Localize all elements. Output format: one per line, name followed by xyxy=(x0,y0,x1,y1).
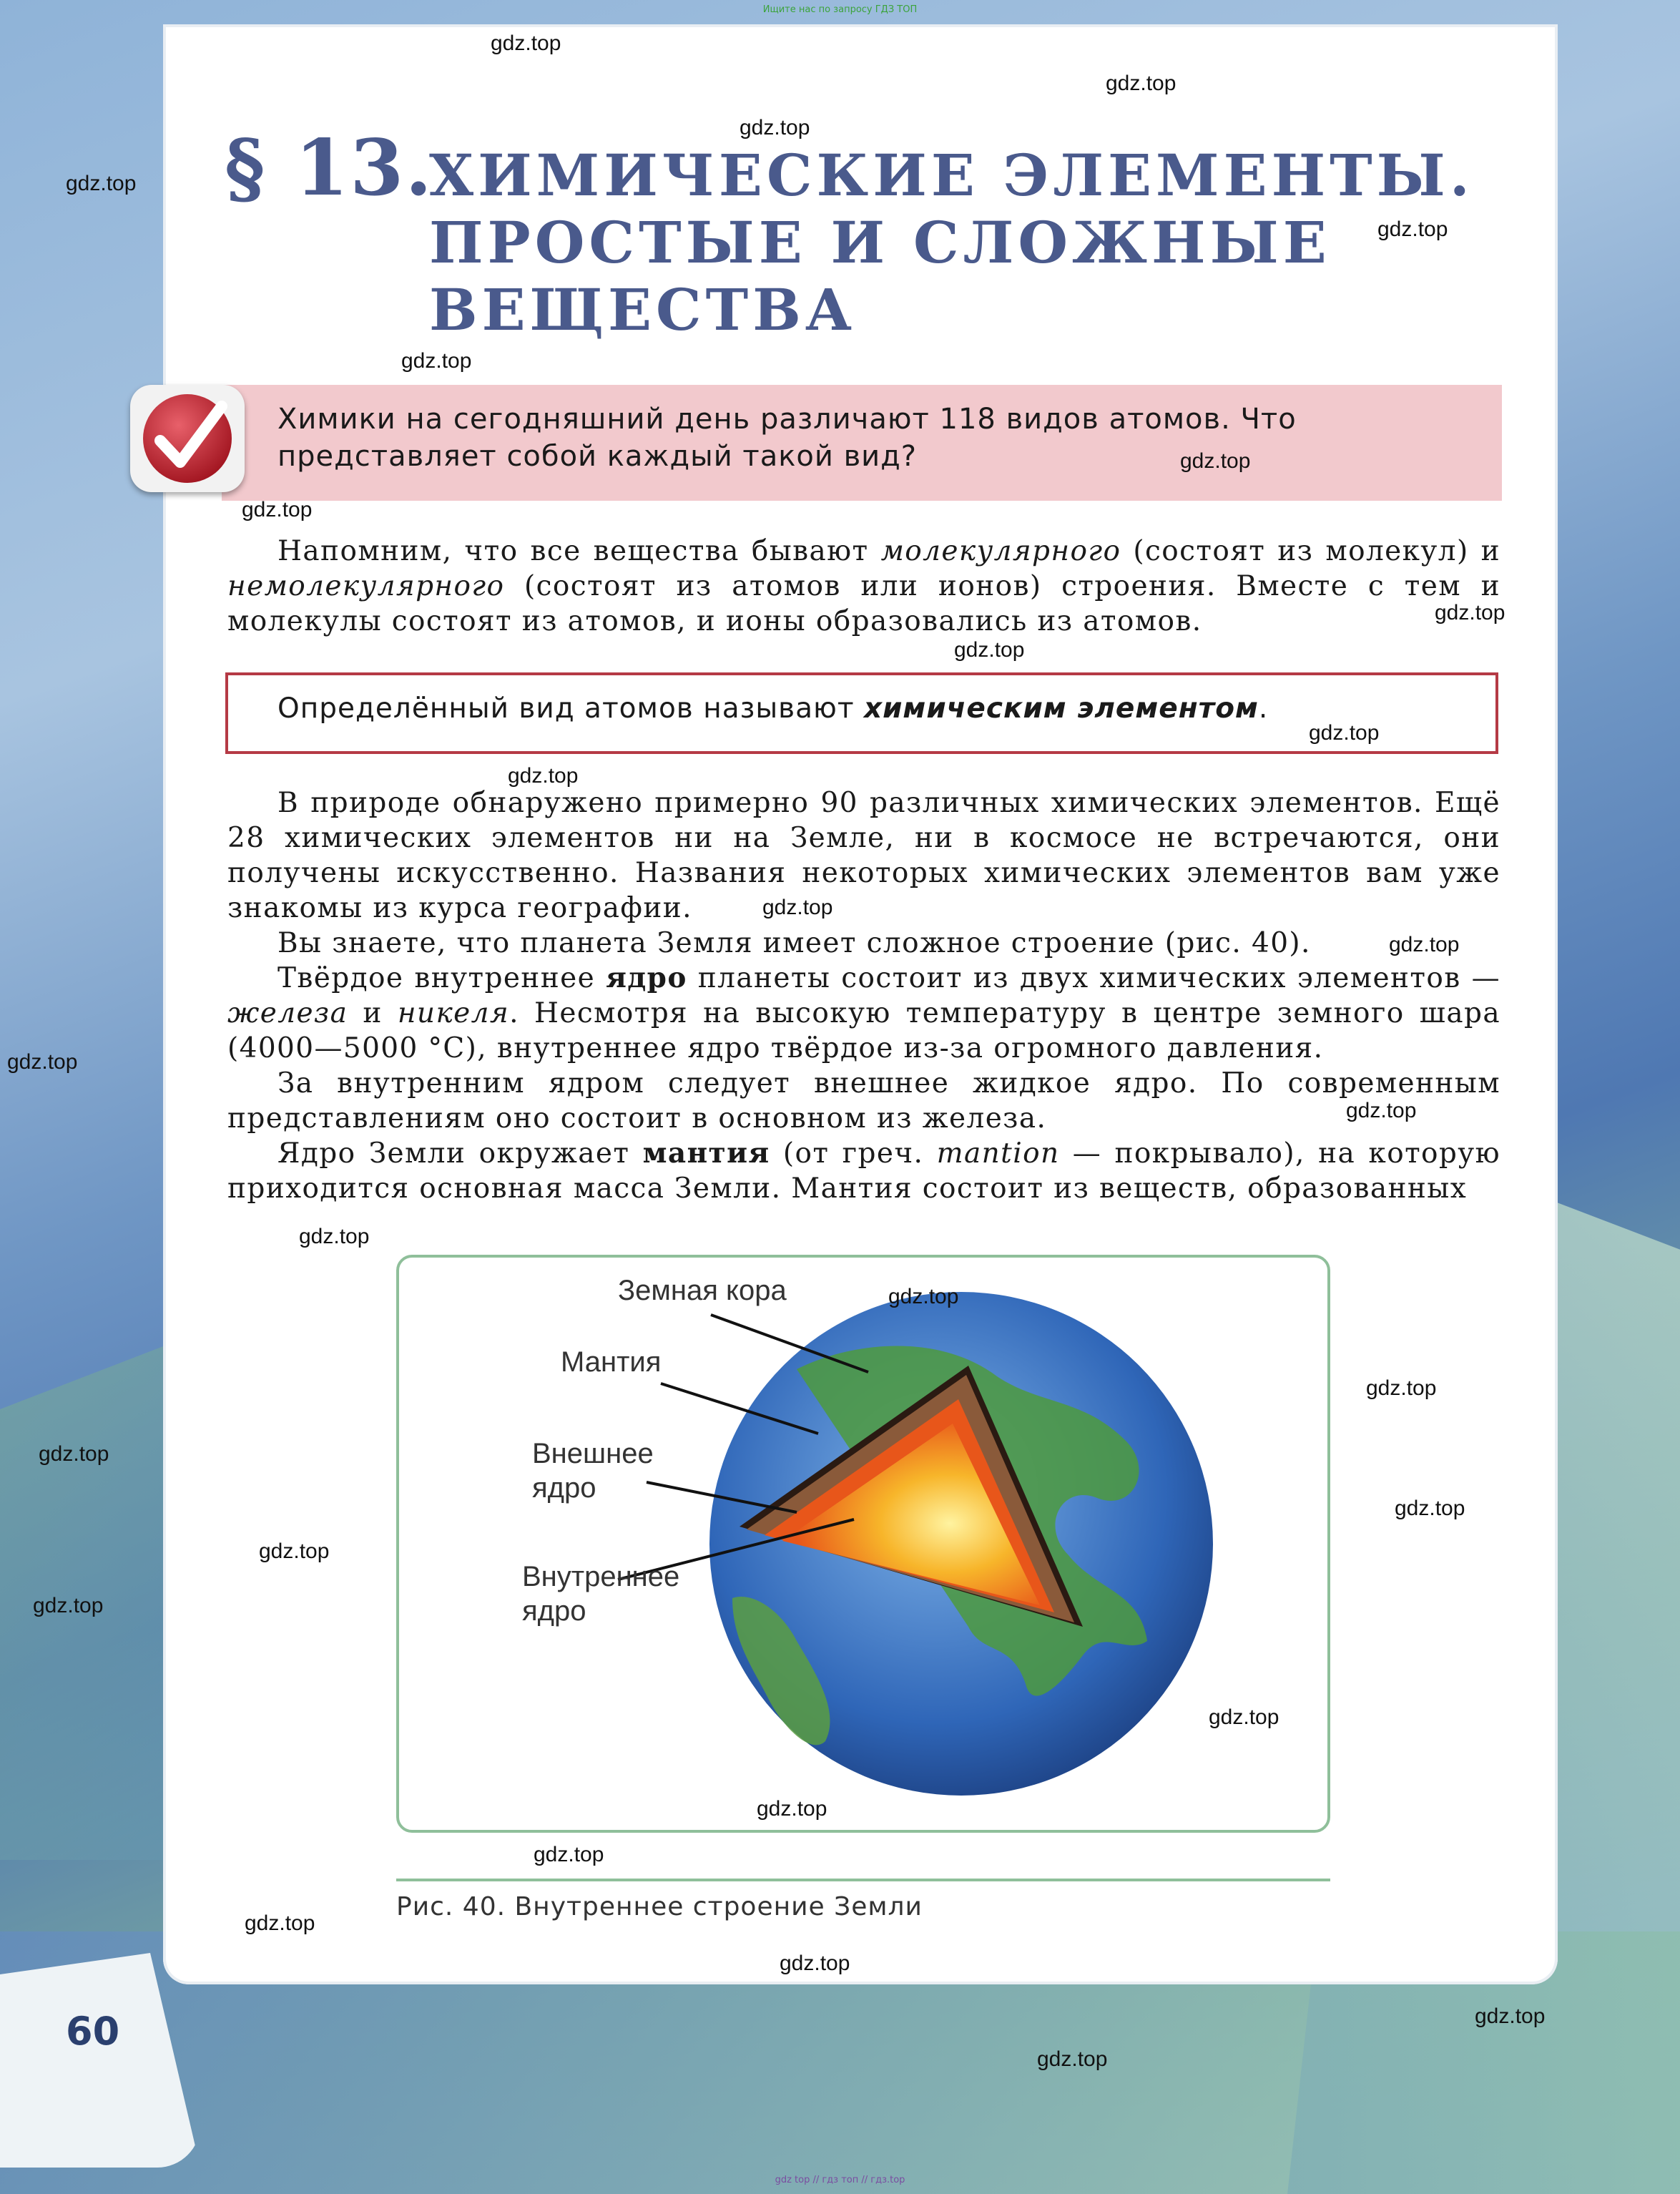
page-number: 60 xyxy=(66,2009,120,2054)
title-line-1: ХИМИЧЕСКИЕ ЭЛЕМЕНТЫ. xyxy=(429,142,1474,209)
watermark: gdz.top xyxy=(401,349,472,373)
watermark: gdz.top xyxy=(39,1442,109,1466)
watermark: gdz.top xyxy=(299,1225,370,1248)
label-outer-core-1: Внешнее xyxy=(532,1438,654,1469)
title-line-2: ПРОСТЫЕ И СЛОЖНЫЕ xyxy=(429,209,1331,276)
watermark: gdz.top xyxy=(534,1843,604,1866)
watermark: gdz.top xyxy=(245,1911,315,1935)
paragraph-4: Твёрдое внутреннее ядро планеты состоит из двух химических элементов — железа и никеля. Несмотря на высокую температуру в центре земного шара (4000—5000 °С), внутреннее ядро твёрдое из-за огромного давления. xyxy=(227,961,1500,1064)
paragraph-5: За внутренним ядром следует внешнее жидкое ядро. По современным представлениям оно состоит в основном из железа. xyxy=(227,1067,1500,1135)
label-crust: Земная кора xyxy=(618,1275,787,1306)
label-outer-core-2: ядро xyxy=(532,1472,596,1504)
header-note: Ищите нас по запросу ГДЗ ТОП xyxy=(762,4,918,15)
watermark: gdz.top xyxy=(762,896,833,919)
watermark: gdz.top xyxy=(66,172,137,195)
footer-note: gdz top // гдз топ // гдз.top xyxy=(775,2175,905,2185)
checkmark-icon xyxy=(130,385,245,492)
watermark: gdz.top xyxy=(7,1050,78,1074)
watermark: gdz.top xyxy=(740,116,810,139)
watermark: gdz.top xyxy=(1209,1705,1279,1729)
watermark: gdz.top xyxy=(33,1594,104,1617)
watermark: gdz.top xyxy=(1475,2004,1546,2028)
paragraph-2: В природе обнаружено примерно 90 различных химических элементов. Ещё 28 химических элементов ни на Земле, ни в космосе не встречаются, они получены искусственно. Названия некоторых химических элементов вам уже знакомы из курса географии. xyxy=(227,787,1500,924)
label-mantle: Мантия xyxy=(561,1346,662,1378)
watermark: gdz.top xyxy=(1180,449,1251,473)
paragraph-6: Ядро Земли окружает мантия (от греч. mantion — покрывало), на которую приходится основная масса Земли. Мантия состоит из веществ, образованных xyxy=(227,1137,1501,1205)
watermark: gdz.top xyxy=(1106,72,1177,95)
earth-illustration xyxy=(396,1255,1330,1833)
watermark: gdz.top xyxy=(1366,1376,1437,1400)
watermark: gdz.top xyxy=(1346,1099,1417,1122)
watermark: gdz.top xyxy=(780,1951,850,1975)
watermark: gdz.top xyxy=(757,1797,827,1821)
watermark: gdz.top xyxy=(1389,933,1460,956)
section-number: § 13. xyxy=(225,123,433,213)
title-line-3: ВЕЩЕСТВА xyxy=(429,276,856,343)
figure-caption: Рис. 40. Внутреннее строение Земли xyxy=(396,1892,923,1921)
watermark: gdz.top xyxy=(1435,601,1505,625)
watermark: gdz.top xyxy=(259,1539,330,1563)
watermark: gdz.top xyxy=(1309,721,1380,745)
watermark: gdz.top xyxy=(1395,1497,1465,1520)
watermark: gdz.top xyxy=(888,1285,959,1308)
main-text xyxy=(227,785,1500,1206)
definition-text: Определённый вид атомов называют химическим элементом. xyxy=(277,692,1269,725)
paragraph-1: Напомним, что все вещества бывают молекулярного (состоят из молекул) и немолекулярного (состоят из атомов или ионов) строения. Вместе с тем и молекулы состоят из атомов, и ионы образовались из атомов. xyxy=(227,535,1500,637)
question-text: Химики на сегодняшний день различают 118 видов атомов. Что представляет собой каждый такой вид? xyxy=(277,403,1297,473)
watermark: gdz.top xyxy=(1037,2047,1108,2071)
watermark: gdz.top xyxy=(954,638,1025,662)
caption-rule xyxy=(396,1879,1330,1881)
label-inner-core-1: Внутреннее xyxy=(522,1561,680,1592)
watermark: gdz.top xyxy=(1377,217,1448,241)
watermark: gdz.top xyxy=(491,31,561,55)
watermark: gdz.top xyxy=(242,498,313,521)
label-inner-core-2: ядро xyxy=(522,1595,586,1627)
paragraph-3: Вы знаете, что планета Земля имеет сложное строение (рис. 40). xyxy=(277,927,1311,959)
watermark: gdz.top xyxy=(508,764,579,788)
